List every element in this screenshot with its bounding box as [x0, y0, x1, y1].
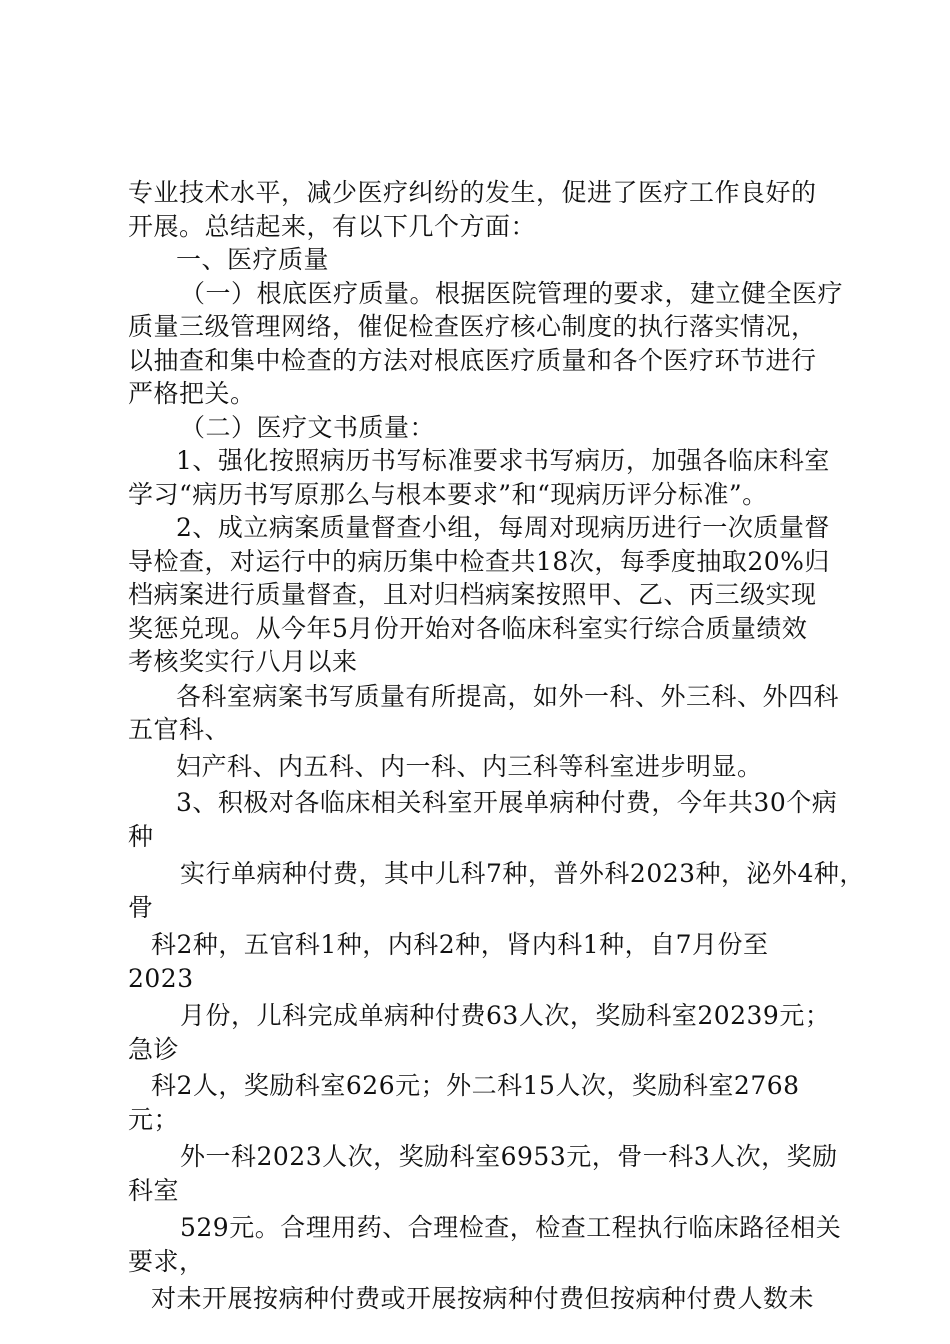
text-line-33: 对未开展按病种付费或开展按病种付费但按病种付费人数未 — [151, 1284, 815, 1313]
text-line-2: 开展。总结起来，有以下几个方面： — [128, 212, 537, 241]
text-line-10: 学习“病历书写原那么与根本要求”和“现病历评分标准”。 — [128, 480, 768, 509]
section-heading-medical-quality: 一、医疗质量 — [176, 245, 330, 274]
text-line-31: 529元。合理用药、合理检查，检查工程执行临床路径相关 — [180, 1213, 842, 1242]
text-line-20: 种 — [128, 822, 154, 851]
text-line-32: 要求， — [128, 1247, 205, 1276]
text-line-13: 档病案进行质量督查，且对归档病案按照甲、乙、丙三级实现 — [128, 580, 817, 609]
text-line-7: 严格把关。 — [128, 379, 256, 408]
text-line-29: 外一科2023人次，奖励科室6953元，骨一科3人次，奖励 — [180, 1142, 838, 1171]
text-line-4: （一）根底医疗质量。根据医院管理的要求，建立健全医疗 — [180, 279, 844, 308]
text-line-19: 3、积极对各临床相关科室开展单病种付费，今年共30个病 — [176, 788, 838, 817]
text-line-21: 实行单病种付费，其中儿科7种，普外科2023种，泌外4种， — [180, 859, 865, 888]
text-line-12: 导检查，对运行中的病历集中检查共18次，每季度抽取20%归 — [128, 547, 830, 576]
text-line-14: 奖惩兑现。从今年5月份开始对各临床科室实行综合质量绩效 — [128, 614, 808, 643]
text-line-28: 元； — [128, 1105, 180, 1134]
text-line-9: 1、强化按照病历书写标准要求书写病历，加强各临床科室 — [176, 446, 830, 475]
text-line-15: 考核奖实行八月以来 — [128, 647, 358, 676]
text-line-6: 以抽查和集中检查的方法对根底医疗质量和各个医疗环节进行 — [128, 346, 817, 375]
text-line-24: 2023 — [128, 964, 194, 993]
text-line-16: 各科室病案书写质量有所提高，如外一科、外三科、外四科 — [176, 682, 840, 711]
subsection-heading-documents: （二）医疗文书质量： — [180, 413, 436, 442]
text-line-17: 五官科、 — [128, 715, 231, 744]
text-line-11: 2、成立病案质量督查小组，每周对现病历进行一次质量督 — [176, 513, 830, 542]
text-line-1: 专业技术水平，减少医疗纠纷的发生，促进了医疗工作良好的 — [128, 178, 817, 207]
text-line-30: 科室 — [128, 1176, 180, 1205]
text-line-25: 月份，儿科完成单病种付费63人次，奖励科室20239元； — [180, 1001, 831, 1030]
text-line-27: 科2人，奖励科室626元；外二科15人次，奖励科室2768 — [151, 1071, 800, 1100]
text-line-23: 科2种，五官科1种，内科2种，肾内科1种，自7月份至 — [151, 930, 769, 959]
text-line-26: 急诊 — [128, 1035, 180, 1064]
text-line-18: 妇产科、内五科、内一科、内三科等科室进步明显。 — [176, 752, 763, 781]
text-line-5: 质量三级管理网络，催促检查医疗核心制度的执行落实情况， — [128, 312, 817, 341]
text-line-22: 骨 — [128, 893, 154, 922]
